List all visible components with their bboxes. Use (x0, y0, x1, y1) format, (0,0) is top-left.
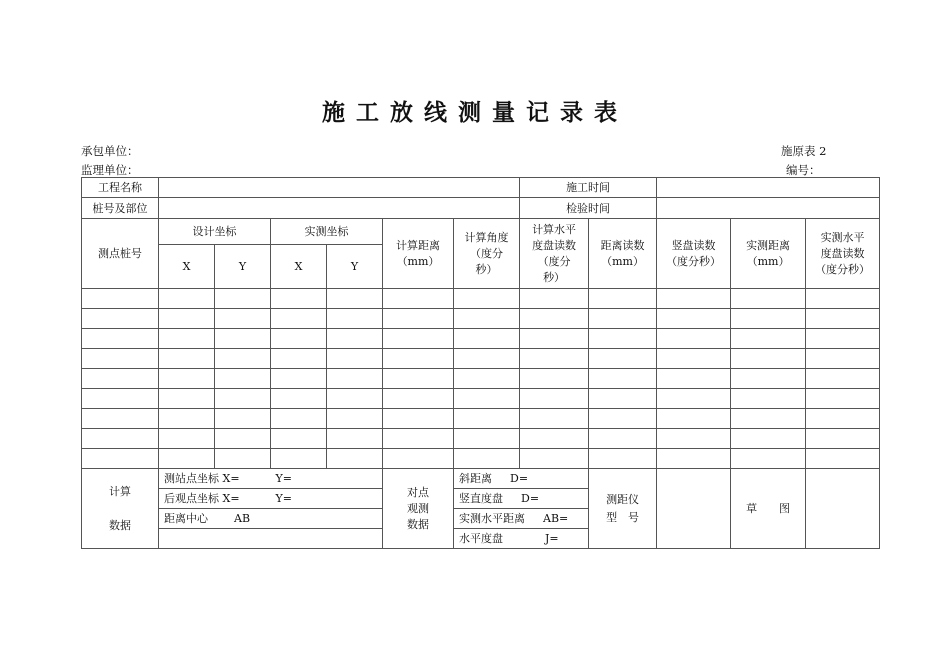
table-cell[interactable] (271, 349, 327, 369)
horizontal-circle[interactable]: 水平度盘 J= (454, 529, 589, 549)
table-cell[interactable] (657, 369, 731, 389)
table-cell[interactable] (806, 369, 880, 389)
table-cell[interactable] (215, 289, 271, 309)
table-row (82, 369, 880, 389)
calc-distance-header: 计算距离 （mm） (383, 219, 454, 289)
table-cell[interactable] (383, 309, 454, 329)
table-cell[interactable] (159, 429, 215, 449)
table-cell[interactable] (657, 429, 731, 449)
table-cell[interactable] (454, 409, 520, 429)
table-cell[interactable] (271, 429, 327, 449)
table-cell[interactable] (271, 369, 327, 389)
table-cell[interactable] (383, 449, 454, 469)
table-cell[interactable] (657, 309, 731, 329)
table-cell[interactable] (383, 429, 454, 449)
table-cell[interactable] (82, 349, 159, 369)
table-row (82, 389, 880, 409)
table-cell[interactable] (806, 309, 880, 329)
table-row (82, 409, 880, 429)
number-label: 编号： (786, 163, 821, 177)
table-cell[interactable] (731, 349, 806, 369)
contractor-label: 承包单位： (81, 144, 139, 158)
table-cell[interactable] (731, 309, 806, 329)
measured-distance-header: 实测距离 （mm） (731, 219, 806, 289)
design-coord-header: 设计坐标 (159, 219, 271, 245)
table-cell[interactable] (731, 289, 806, 309)
table-row (82, 429, 880, 449)
table-cell[interactable] (806, 389, 880, 409)
table-cell[interactable] (215, 309, 271, 329)
table-cell[interactable] (657, 409, 731, 429)
check-time-value[interactable] (657, 198, 880, 219)
table-cell[interactable] (82, 389, 159, 409)
center-distance-extra[interactable] (159, 529, 383, 549)
table-cell[interactable] (215, 349, 271, 369)
table-row (82, 349, 880, 369)
table-cell[interactable] (327, 429, 383, 449)
sketch-area[interactable] (806, 469, 880, 549)
table-cell[interactable] (159, 309, 215, 329)
column-header-row-1 (82, 219, 880, 245)
table-cell[interactable] (454, 429, 520, 449)
table-cell[interactable] (731, 409, 806, 429)
table-cell[interactable] (520, 429, 589, 449)
table-cell[interactable] (159, 369, 215, 389)
table-cell[interactable] (520, 329, 589, 349)
table-row (82, 329, 880, 349)
calc-data-label: 计算 数据 (82, 469, 159, 549)
table-cell[interactable] (454, 449, 520, 469)
table-cell[interactable] (383, 369, 454, 389)
table-row (82, 309, 880, 329)
distance-reading-header: 距离读数 （mm） (589, 219, 657, 289)
table-cell[interactable] (215, 329, 271, 349)
table-cell[interactable] (454, 349, 520, 369)
table-cell[interactable] (454, 289, 520, 309)
table-cell[interactable] (215, 389, 271, 409)
info-row-2 (82, 198, 880, 219)
table-cell[interactable] (271, 449, 327, 469)
table-cell[interactable] (731, 449, 806, 469)
table-cell[interactable] (731, 429, 806, 449)
table-cell[interactable] (271, 329, 327, 349)
backsight-coord[interactable]: 后观点坐标 X= Y= (159, 489, 383, 509)
table-cell[interactable] (82, 309, 159, 329)
vertical-reading-header: 竖盘读数 （度分秒） (657, 219, 731, 289)
table-cell[interactable] (454, 389, 520, 409)
calc-hreading-header: 计算水平 度盘读数 （度分 秒） (520, 219, 589, 289)
table-cell[interactable] (159, 329, 215, 349)
table-cell[interactable] (215, 369, 271, 389)
vertical-circle[interactable]: 竖直度盘 D= (454, 489, 589, 509)
table-cell[interactable] (589, 409, 657, 429)
station-part-label: 桩号及部位 (82, 198, 159, 219)
table-cell[interactable] (806, 409, 880, 429)
table-cell[interactable] (520, 349, 589, 369)
table-cell[interactable] (327, 369, 383, 389)
project-name-value[interactable] (159, 178, 520, 198)
table-cell[interactable] (520, 449, 589, 469)
table-cell[interactable] (589, 369, 657, 389)
table-cell[interactable] (82, 409, 159, 429)
table-cell[interactable] (806, 449, 880, 469)
table-cell[interactable] (327, 309, 383, 329)
table-cell[interactable] (327, 409, 383, 429)
table-cell[interactable] (271, 389, 327, 409)
table-cell[interactable] (657, 449, 731, 469)
table-cell[interactable] (520, 369, 589, 389)
footer-row-1 (82, 469, 880, 489)
table-cell[interactable] (589, 329, 657, 349)
table-cell[interactable] (271, 309, 327, 329)
table-cell[interactable] (657, 349, 731, 369)
table-cell[interactable] (657, 329, 731, 349)
table-cell[interactable] (82, 289, 159, 309)
observation-data-label: 对点 观测 数据 (383, 469, 454, 549)
table-cell[interactable] (82, 369, 159, 389)
table-cell[interactable] (327, 289, 383, 309)
table-cell[interactable] (589, 429, 657, 449)
table-cell[interactable] (383, 329, 454, 349)
table-cell[interactable] (271, 409, 327, 429)
table-cell[interactable] (731, 329, 806, 349)
table-cell[interactable] (215, 449, 271, 469)
table-cell[interactable] (806, 289, 880, 309)
center-distance[interactable]: 距离中心 AB (159, 509, 383, 529)
design-y-header: Y (215, 245, 271, 289)
table-cell[interactable] (520, 309, 589, 329)
table-cell[interactable] (159, 409, 215, 429)
project-name-label: 工程名称 (82, 178, 159, 198)
station-part-value[interactable] (159, 198, 520, 219)
table-cell[interactable] (82, 329, 159, 349)
table-cell[interactable] (383, 409, 454, 429)
construction-time-value[interactable] (657, 178, 880, 198)
table-cell[interactable] (806, 429, 880, 449)
point-station-header: 测点桩号 (82, 219, 159, 289)
supervisor-label: 监理单位： (81, 163, 139, 177)
table-row (82, 449, 880, 469)
table-cell[interactable] (520, 409, 589, 429)
table-cell[interactable] (731, 369, 806, 389)
slope-distance[interactable]: 斜距离 D= (454, 469, 589, 489)
survey-record-table (81, 177, 880, 549)
table-row (82, 289, 880, 309)
table-cell[interactable] (159, 349, 215, 369)
table-cell[interactable] (806, 329, 880, 349)
construction-time-label: 施工时间 (520, 178, 657, 198)
table-cell[interactable] (159, 449, 215, 469)
table-cell[interactable] (271, 289, 327, 309)
table-cell[interactable] (657, 389, 731, 409)
measured-coord-header: 实测坐标 (271, 219, 383, 245)
info-row-1 (82, 178, 880, 198)
table-cell[interactable] (215, 429, 271, 449)
table-cell[interactable] (383, 389, 454, 409)
instrument-model-label: 测距仪 型 号 (589, 469, 657, 549)
table-cell[interactable] (520, 389, 589, 409)
measured-x-header: X (271, 245, 327, 289)
table-cell[interactable] (82, 429, 159, 449)
station-coord[interactable]: 测站点坐标 X= Y= (159, 469, 383, 489)
table-cell[interactable] (589, 389, 657, 409)
table-cell[interactable] (589, 289, 657, 309)
check-time-label: 检验时间 (520, 198, 657, 219)
instrument-model-value[interactable] (657, 469, 731, 549)
measured-hreading-header: 实测水平 度盘读数 （度分秒） (806, 219, 880, 289)
table-cell[interactable] (589, 309, 657, 329)
table-cell[interactable] (159, 389, 215, 409)
form-code: 施原表 2 (781, 144, 827, 158)
table-cell[interactable] (383, 289, 454, 309)
measured-y-header: Y (327, 245, 383, 289)
table-cell[interactable] (327, 389, 383, 409)
table-cell[interactable] (454, 329, 520, 349)
table-cell[interactable] (731, 389, 806, 409)
sketch-label: 草 图 (731, 469, 806, 549)
table-cell[interactable] (589, 449, 657, 469)
table-cell[interactable] (383, 349, 454, 369)
table-cell[interactable] (454, 369, 520, 389)
table-cell[interactable] (327, 329, 383, 349)
table-cell[interactable] (327, 449, 383, 469)
table-cell[interactable] (159, 289, 215, 309)
table-cell[interactable] (215, 409, 271, 429)
page-title: 施工放线测量记录表 (322, 99, 628, 126)
calc-angle-header: 计算角度 （度分 秒） (454, 219, 520, 289)
table-cell[interactable] (806, 349, 880, 369)
table-cell[interactable] (82, 449, 159, 469)
design-x-header: X (159, 245, 215, 289)
table-cell[interactable] (327, 349, 383, 369)
table-cell[interactable] (657, 289, 731, 309)
horizontal-distance[interactable]: 实测水平距离 AB= (454, 509, 589, 529)
table-cell[interactable] (454, 309, 520, 329)
table-cell[interactable] (520, 289, 589, 309)
table-cell[interactable] (589, 349, 657, 369)
